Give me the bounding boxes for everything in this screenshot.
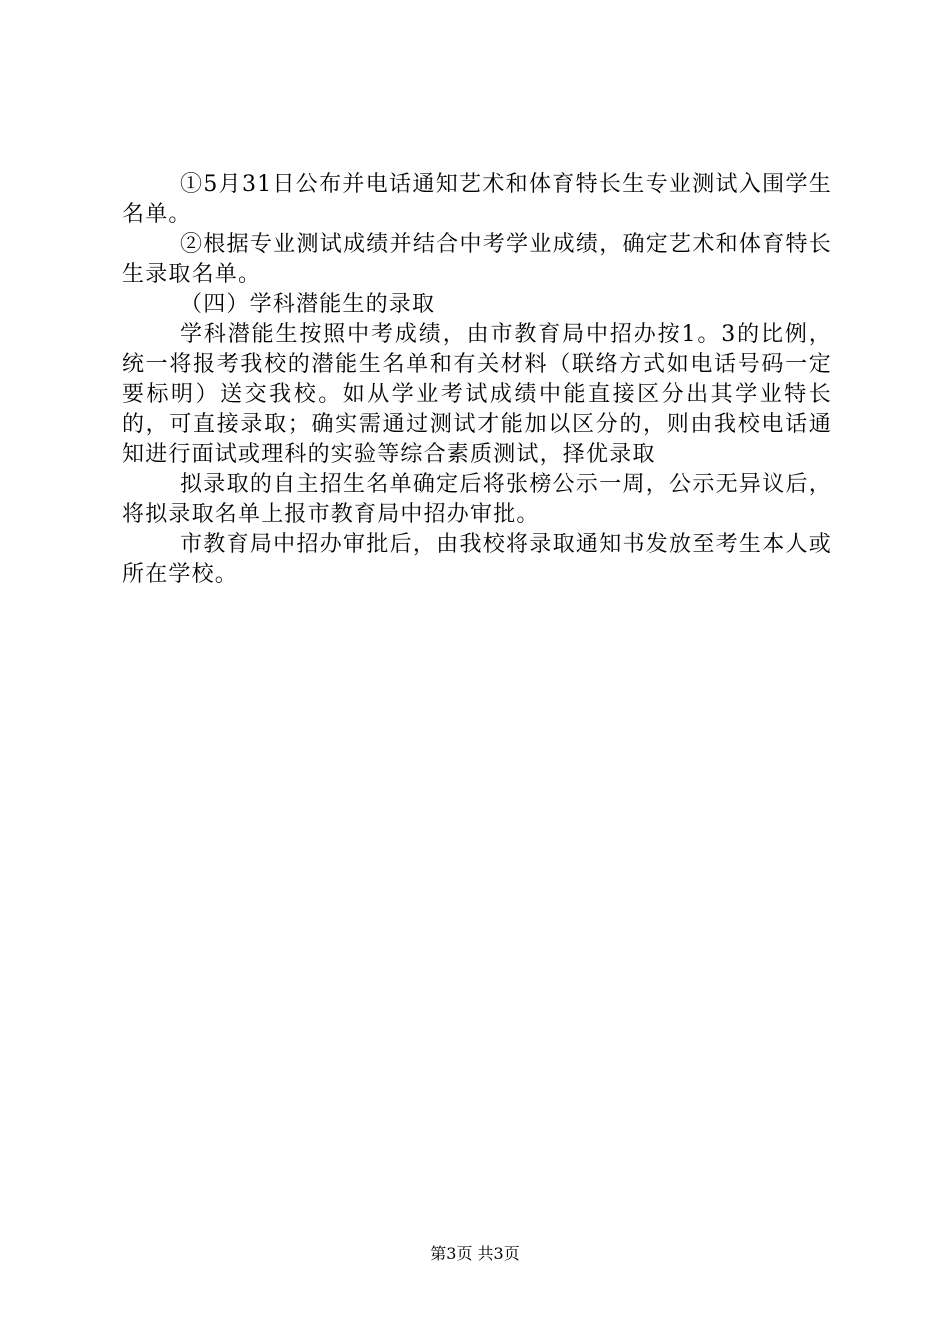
section-heading-potential-students: （四）学科潜能生的录取 <box>180 292 436 317</box>
paragraph-art-sports-shortlist: ①5月31日公布并电话通知艺术和体育特长生专业测试入围学生名单。 <box>122 172 832 227</box>
paragraph-potential-students: 学科潜能生按照中考成绩，由市教育局中招办按1。3的比例，统一将报考我校的潜能生名单和有关材料（联络方式如电话号码一定要标明）送交我校。如从学业考试成绩中能直接区分出其学业特长的，可直接录取；确实需通过测试才能加以区分的，则由我校电话通知进行面试或理科的实验等综合素质测试，择优录取 <box>122 322 832 467</box>
document-body <box>122 170 832 590</box>
paragraph-art-sports-admission: ②根据专业测试成绩并结合中考学业成绩，确定艺术和体育特长生录取名单。 <box>122 232 832 287</box>
paragraph-admission-notice: 市教育局中招办审批后，由我校将录取通知书发放至考生本人或所在学校。 <box>122 532 832 587</box>
page-number-footer: 第3页 共3页 <box>430 1244 520 1263</box>
paragraph-public-notice: 拟录取的自主招生名单确定后将张榜公示一周，公示无异议后，将拟录取名单上报市教育局中招办审批。 <box>122 472 832 527</box>
